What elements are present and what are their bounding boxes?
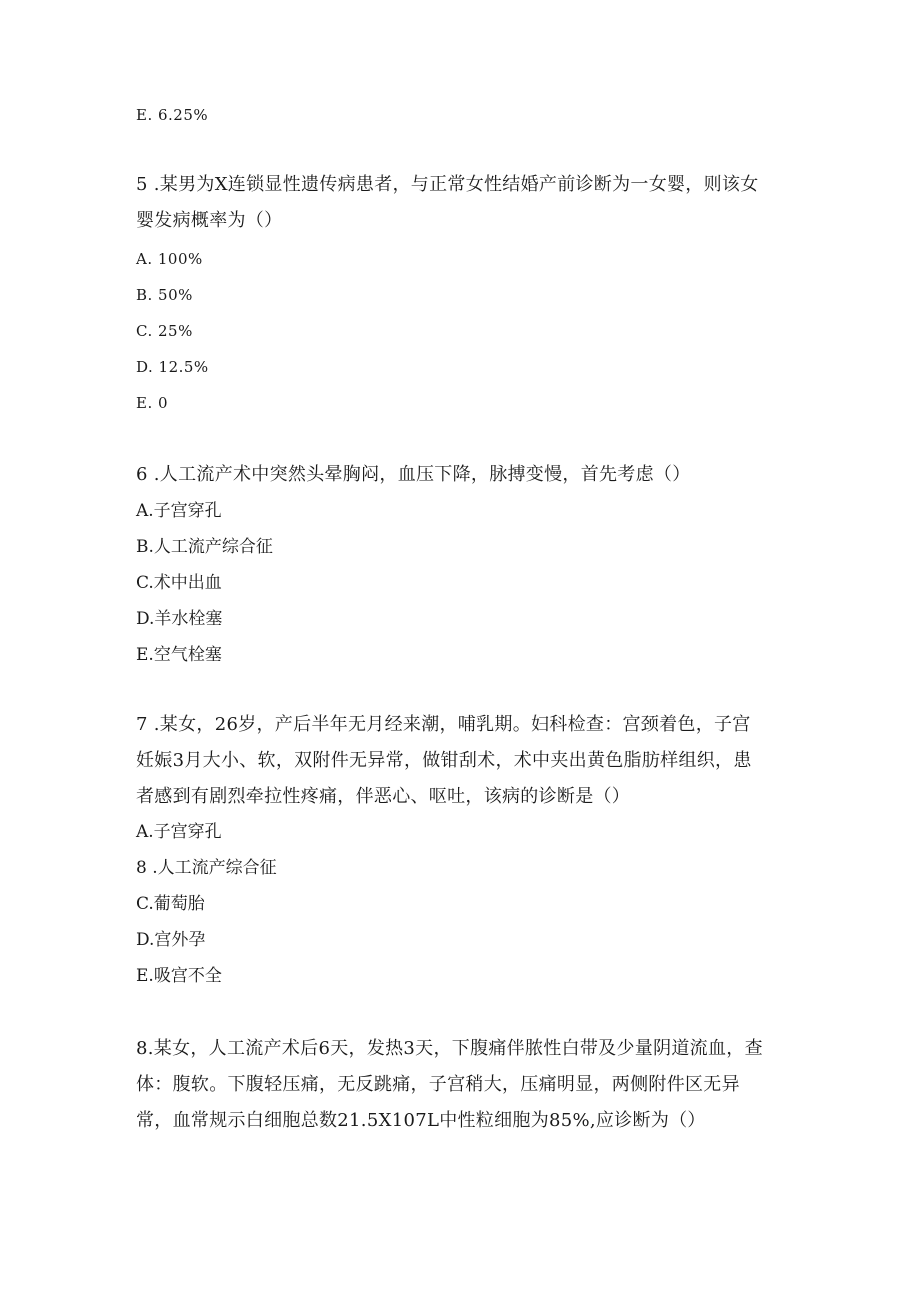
q8-stem-line-1: 8.某女，人工流产术后6天，发热3天，下腹痛伴脓性白带及少量阴道流血，查 — [136, 1038, 763, 1059]
q5-option-c: C. 25% — [136, 322, 193, 340]
q6-option-d: D.羊水栓塞 — [136, 609, 223, 629]
q6-option-b: B.人工流产综合征 — [136, 537, 273, 557]
q6-option-e: E.空气栓塞 — [136, 645, 222, 665]
q5-option-b: B. 50% — [136, 286, 193, 304]
q7-option-c: C.葡萄胎 — [136, 894, 205, 914]
q5-stem-line-2: 婴发病概率为（） — [136, 210, 283, 231]
q8-stem-line-2: 体：腹软。下腹轻压痛，无反跳痛，子宫稍大，压痛明显，两侧附件区无异 — [136, 1074, 740, 1095]
q8-stem-line-3: 常，血常规示白细胞总数21.5X107L中性粒细胞为85%,应诊断为（） — [136, 1110, 706, 1131]
q6-stem: 6 .人工流产术中突然头晕胸闷，血压下降，脉搏变慢，首先考虑（） — [136, 464, 691, 485]
q4-option-e: E. 6.25% — [136, 106, 209, 124]
q7-option-b: 8 .人工流产综合征 — [136, 858, 277, 878]
q7-stem-line-2: 妊娠3月大小、软，双附件无异常，做钳刮术，术中夹出黄色脂肪样组织，患 — [136, 750, 752, 771]
q5-option-e: E. 0 — [136, 394, 169, 412]
q5-stem-line-1: 5 .某男为X连锁显性遗传病患者，与正常女性结婚产前诊断为一女婴，则该女 — [136, 174, 759, 195]
q7-option-a: A.子宫穿孔 — [136, 822, 222, 842]
q5-option-d: D. 12.5% — [136, 358, 209, 376]
q5-option-a: A. 100% — [136, 250, 203, 268]
q6-option-c: C.术中出血 — [136, 573, 222, 593]
q7-option-e: E.吸宫不全 — [136, 966, 222, 986]
q7-stem-line-3: 者感到有剧烈牵拉性疼痛，伴恶心、呕吐，该病的诊断是（） — [136, 786, 631, 807]
q6-option-a: A.子宫穿孔 — [136, 501, 222, 521]
q7-stem-line-1: 7 .某女，26岁，产后半年无月经来潮，哺乳期。妇科检查：宫颈着色，子宫 — [136, 714, 751, 735]
q7-option-d: D.宫外孕 — [136, 930, 206, 950]
